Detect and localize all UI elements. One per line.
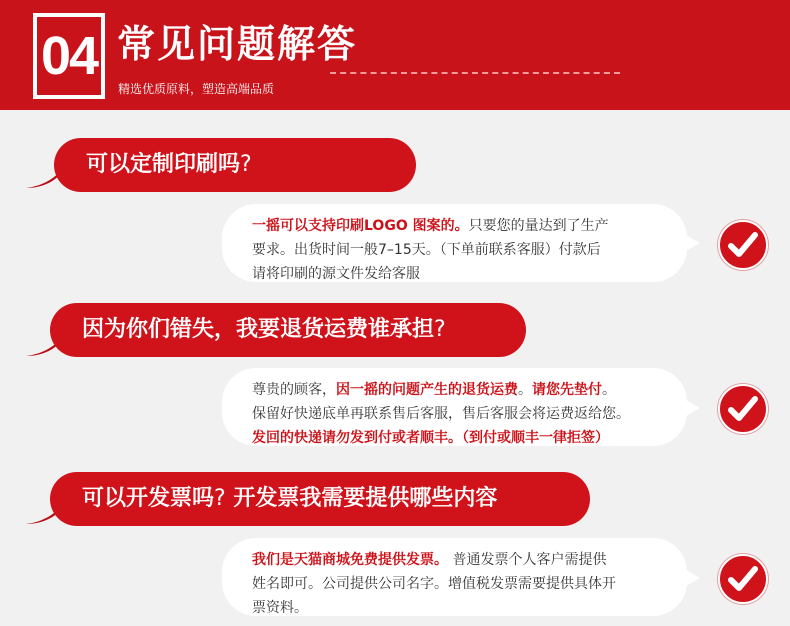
question-text: 开发票我需要提供哪些内容 [225,486,498,511]
answer-text: 。 [518,382,532,398]
answer-highlight: 请您先垫付 [532,382,602,398]
section-title: 常见问题解答 [117,22,358,66]
answer-text: 姓名即可。公司提供公司名字。增值税发票需要提供具体开 [252,576,616,592]
check-badge [718,220,768,270]
answer-bubble-tail [686,400,700,416]
answer-highlight: 我们是天猫商城免费提供发票。 [252,552,448,568]
answer-bubble [222,538,687,616]
section-subtitle: 精选优质原料，塑造高端品质 [118,82,275,96]
title-divider [330,72,620,74]
answer-bubble [222,204,687,282]
answer-text: 只要您的量达到了生产 [468,218,609,234]
question-mark: ? [214,486,226,511]
answer-bubble-tail [686,235,700,251]
question-bubble [50,472,590,526]
check-icon [728,231,758,259]
answer-text: 请将印刷的源文件发给客服 [252,266,420,282]
question-text: 因为你们错失，我要退货运费谁承担 [82,317,435,342]
question-bubble [54,138,416,192]
question-text: 可以定制印刷吗 [86,152,241,177]
check-icon [728,565,758,593]
answer-bubble [222,368,687,446]
answer-highlight: 因一摇的问题产生的退货运费 [336,382,518,398]
check-badge [718,384,768,434]
question-text: 可以开发票吗 [82,486,215,511]
check-icon [728,395,758,423]
answer-text: 保留好快递底单再联系售后客服，售后客服会将运费返给您。 [252,406,630,422]
answer-highlight: 一摇可以支持印刷LOGO 图案的。 [252,218,469,234]
answer-highlight: 发回的快递请勿发到付或者顺丰。（到付或顺丰一律拒签） [252,430,609,446]
header-banner [0,0,790,110]
question-bubble [50,303,526,357]
answer-text: 。 [602,382,616,398]
answer-text: 普通发票个人客户需提供 [448,552,607,568]
question-mark: ? [434,317,446,342]
answer-text: 尊贵的顾客， [252,382,336,398]
question-mark: ? [240,152,252,177]
check-badge [718,554,768,604]
answer-text: 票资料。 [252,600,308,616]
section-number: 04 [37,17,101,95]
answer-text: 要求。出货时间一般7–15天。（下单前联系客服）付款后 [252,242,601,258]
section-number-box [30,10,108,102]
answer-bubble-tail [686,570,700,586]
